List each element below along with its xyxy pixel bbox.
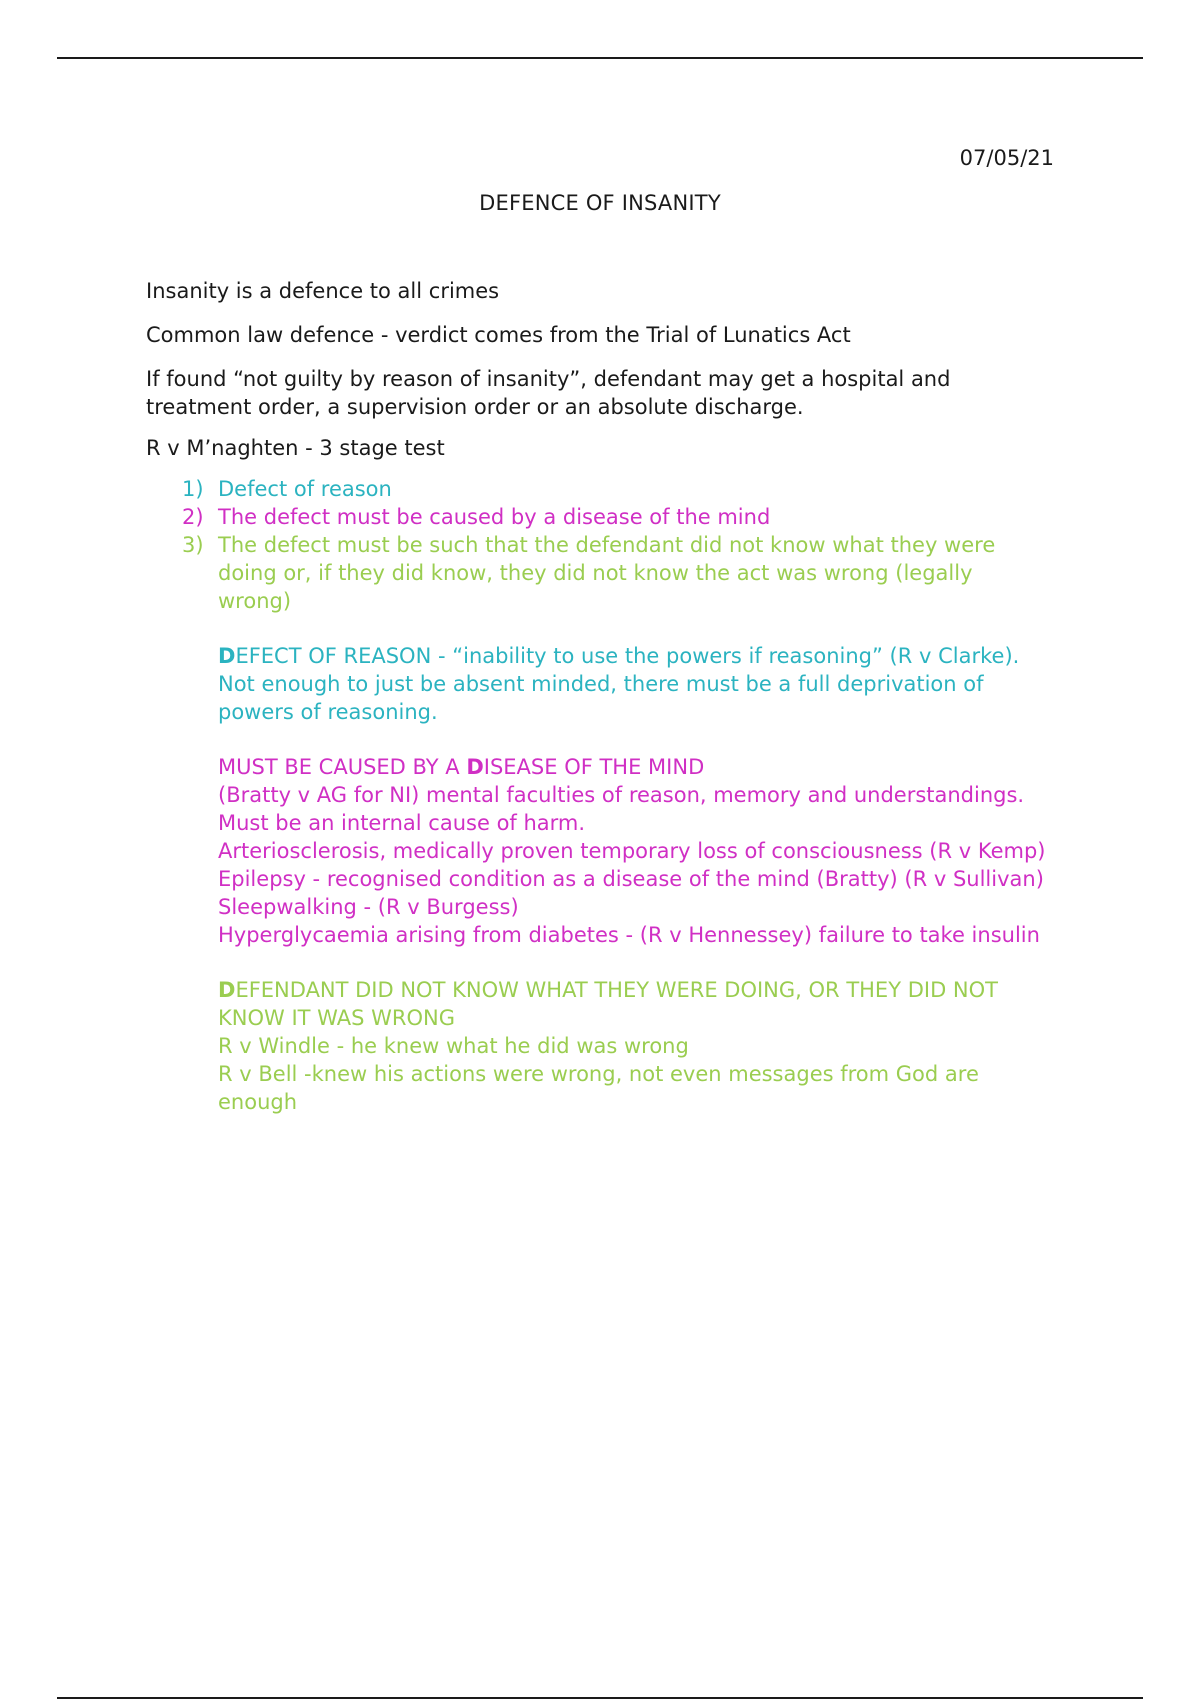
list-item <box>182 503 1046 531</box>
section-heading <box>218 753 1046 781</box>
intro-line-4: R v M’naghten - 3 stage test <box>146 436 445 460</box>
heading-part: ISEASE OF THE MIND <box>483 755 705 779</box>
disease-of-mind-section <box>218 753 1046 949</box>
list-text: The defect must be such that the defendant did not know what they were doing or, if they did know, they did not know the act was wrong (legally wrong) <box>218 533 996 613</box>
section-line: Epilepsy - recognised condition as a disease of the mind (Bratty) (R v Sullivan) <box>218 867 1044 891</box>
section-line: R v Windle - he knew what he did was wrong <box>218 1034 689 1058</box>
intro-line-2: Common law defence - verdict comes from the Trial of Lunatics Act <box>146 323 851 347</box>
did-not-know-section <box>218 976 1046 1116</box>
section-line: R v Bell -knew his actions were wrong, not even messages from God are enough <box>218 1062 979 1114</box>
section-line: Sleepwalking - (R v Burgess) <box>218 895 519 919</box>
section-line: Arteriosclerosis, medically proven temporary loss of consciousness (R v Kemp) <box>218 839 1046 863</box>
bottom-rule <box>57 1697 1143 1699</box>
section-line: (Bratty v AG for NI) mental faculties of reason, memory and understandings. Must be an internal cause of harm. <box>218 783 1025 835</box>
section-heading <box>218 976 1046 1032</box>
list-number: 1) <box>182 477 204 501</box>
list-number: 3) <box>182 533 204 557</box>
document-date: 07/05/21 <box>959 146 1054 170</box>
list-text: The defect must be caused by a disease of the mind <box>218 505 771 529</box>
heading-part: EFENDANT DID NOT KNOW WHAT THEY WERE DOING, OR THEY DID NOT KNOW IT WAS WRONG <box>218 978 998 1030</box>
section-lead-letter: D <box>218 644 236 668</box>
defect-of-reason-section <box>218 642 1046 726</box>
stage-list <box>182 475 1046 615</box>
section-text: EFECT OF REASON - “inability to use the powers if reasoning” (R v Clarke). Not enough to just be absent minded, there must be a full deprivation of powers of reasoning. <box>218 644 1020 724</box>
document-body <box>146 277 1046 1116</box>
list-text: Defect of reason <box>218 477 392 501</box>
section-line: Hyperglycaemia arising from diabetes - (R v Hennessey) failure to take insulin <box>218 923 1040 947</box>
document-title: DEFENCE OF INSANITY <box>479 191 721 215</box>
section-lead-letter: D <box>218 978 236 1002</box>
intro-line-1: Insanity is a defence to all crimes <box>146 279 500 303</box>
list-item <box>182 475 1046 503</box>
list-number: 2) <box>182 505 204 529</box>
heading-part: MUST BE CAUSED BY A <box>218 755 467 779</box>
intro-line-3: If found “not guilty by reason of insanity”, defendant may get a hospital and treatment order, a supervision order or an absolute discharge. <box>146 367 951 419</box>
top-rule <box>57 57 1143 59</box>
list-item <box>182 531 1046 615</box>
section-lead-letter: D <box>466 755 484 779</box>
